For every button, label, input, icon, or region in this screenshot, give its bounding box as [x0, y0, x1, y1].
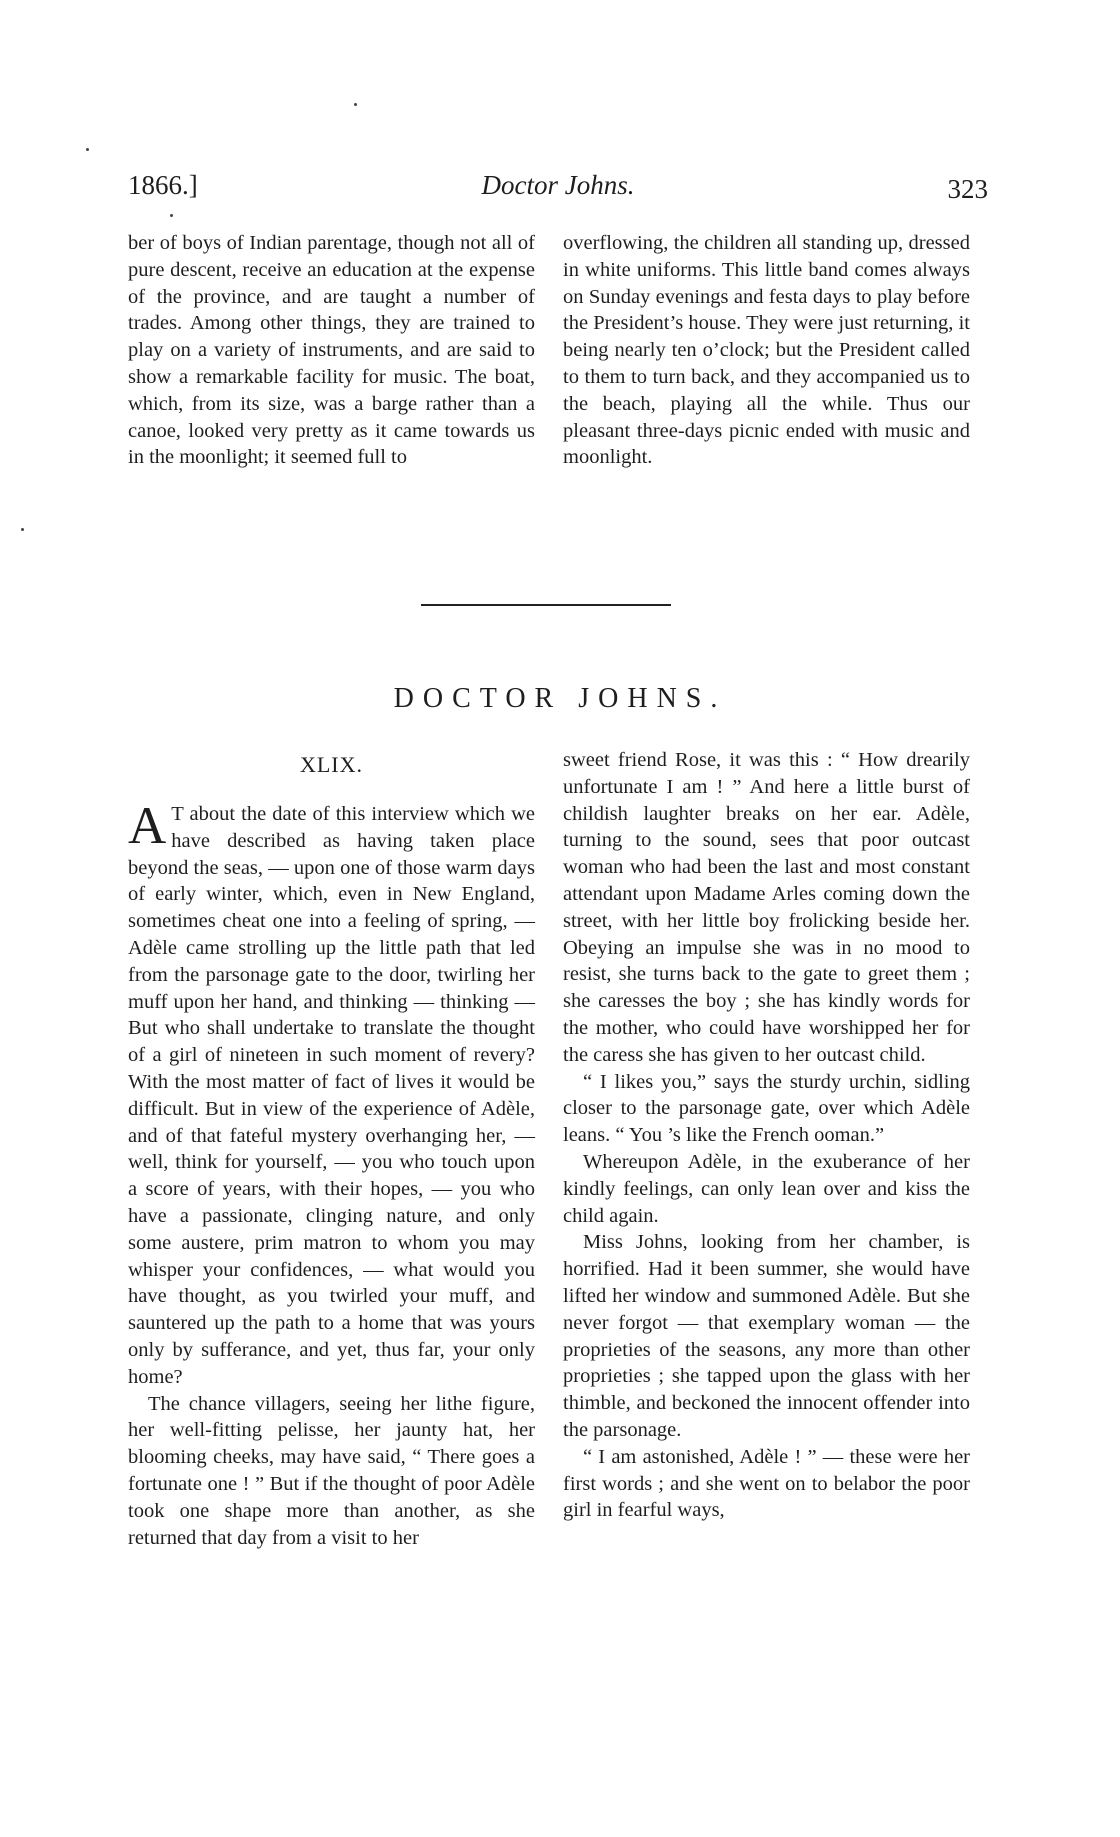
article-title: DOCTOR JOHNS.	[393, 683, 727, 714]
paragraph: ber of boys of Indian parentage, though not all of pure descent, receive an education at the expense of the province, and are taught a number of trades. Among other things, they are trained to play on a variety of instruments, and are said to show a remarkable facility for music. The boat, which, from its size, was a barge rather than a canoe, looked very pretty as it came towards us in the moonlight; it seemed full to	[128, 232, 535, 469]
ink-speck	[86, 148, 89, 151]
chapter-heading: XLIX.	[299, 752, 364, 777]
paragraph: Whereupon Adèle, in the exuberance of her kindly feelings, can only lean over and kiss the child again.	[563, 1150, 970, 1227]
section-divider	[421, 604, 671, 606]
ink-speck	[170, 214, 173, 217]
running-title: Doctor Johns.	[481, 170, 635, 200]
previous-article-left-column	[128, 230, 535, 471]
page-number: 323	[947, 174, 988, 204]
body-left-column	[128, 797, 535, 1551]
paragraph: “ I likes you,” says the sturdy urchin, sidling closer to the parsonage gate, over which Adèle leans. “ You ’s like the French ooman.”	[563, 1070, 970, 1147]
paragraph: sweet friend Rose, it was this : “ How drearily unfortunate I am ! ” And here a little burst of childish laughter breaks on her ear. Adèle, turning to the sound, sees that poor outcast woman who had been the last and most constant attendant upon Madame Arles coming down the street, with her little boy frolicking beside her. Obeying an impulse she was in no mood to resist, she turns back to the gate to greet them ; she caresses the boy ; she has kindly words for the mother, who could have worshipped her for the caress she has given to her outcast child.	[563, 749, 970, 1066]
ink-speck	[354, 103, 357, 106]
paragraph-text: T about the date of this interview which we have described as having taken place beyond the seas, — upon one of those warm days of early winter, which, even in New England, sometimes cheat one into a feeling of spring, — Adèle came strolling up the little path that led from the parsonage gate to the door, twirling her muff upon her hand, and thinking — thinking — But who shall undertake to translate the thought of a girl of nineteen in such moment of revery? With the most matter of fact of lives it would be difficult. But in view of the experience of Adèle, and of that fateful mystery overhanging her, — well, think for yourself, — you who touch upon a score of years, with their hopes, — you who have a passionate, clinging nature, and only some austere, prim matron to whom you may whisper your confidences, — what would you have thought, as you twirled your muff, and sauntered up the path to a home that was yours only by sufferance, and yet, thus far, your only home?	[128, 803, 535, 1388]
page-header	[128, 170, 988, 210]
paragraph	[128, 797, 535, 1391]
paragraph: overflowing, the children all standing up, dressed in white uniforms. This little band comes always on Sunday evenings and festa days to play before the President’s house. They were just returning, it being nearly ten o’clock; but the President called to them to turn back, and they accompanied us to the beach, playing all the while. Thus our pleasant three-days picnic ended with music and moonlight.	[563, 232, 970, 469]
paragraph: The chance villagers, seeing her lithe figure, her well-fitting pelisse, her jaunty hat, her blooming cheeks, may have said, “ There goes a fortunate one ! ” But if the thought of poor Adèle took one shape more than another, as she returned that day from a visit to her	[128, 1392, 535, 1549]
header-year: 1866.]	[128, 170, 198, 200]
paragraph: Miss Johns, looking from her chamber, is horrified. Had it been summer, she would have lifted her window and summoned Adèle. But she never forgot — that exemplary woman — the proprieties of the seasons, any more than other proprieties ; she tapped upon the glass with her thimble, and beckoned the innocent offender into the parsonage.	[563, 1231, 970, 1441]
ink-speck	[21, 528, 24, 531]
previous-article-right-column	[563, 230, 970, 471]
body-right-column	[563, 747, 970, 1524]
drop-cap: A	[128, 797, 167, 855]
paragraph: “ I am astonished, Adèle ! ” — these were her first words ; and she went on to belabor the poor girl in fearful ways,	[563, 1445, 970, 1522]
